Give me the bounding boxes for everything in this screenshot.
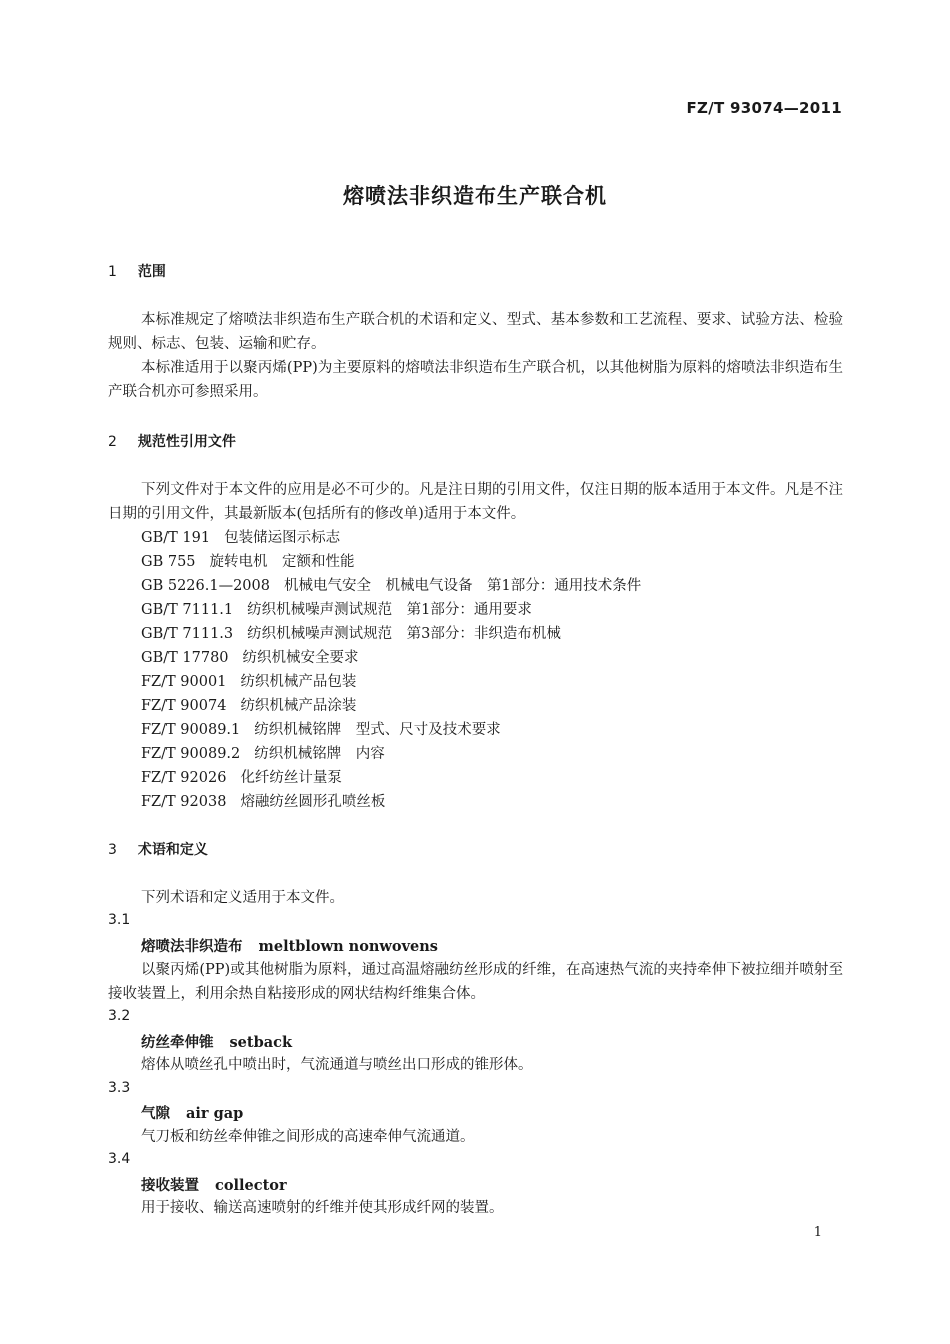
term-definition: 熔体从喷丝孔中喷出时，气流通道与喷丝出口形成的锥形体。: [141, 1057, 533, 1073]
reference-title: 纺织机械噪声测试规范 第1部分：通用要求: [247, 602, 532, 618]
section-title: 术语和定义: [137, 842, 208, 858]
term-english: meltblown nonwovens: [258, 938, 438, 955]
reference-title: 熔融纺丝圆形孔喷丝板: [240, 794, 386, 810]
term-definition: 气刀板和纺丝牵伸锥之间形成的高速牵伸气流通道。: [141, 1129, 475, 1145]
section-title: 范围: [137, 264, 166, 280]
reference-item: [141, 574, 641, 598]
reference-code: GB/T 17780: [141, 650, 229, 666]
term-heading: [141, 1031, 292, 1052]
term-number: 3.1: [108, 912, 131, 928]
reference-code: GB 755: [141, 554, 196, 570]
reference-code: GB/T 7111.1: [141, 602, 234, 618]
term-definition: 用于接收、输送高速喷射的纤维并使其形成纤网的装置。: [141, 1200, 504, 1216]
term-english: collector: [215, 1177, 287, 1194]
standard-number: FZ/T 93074—2011: [686, 99, 842, 117]
term-chinese: 熔喷法非织造布: [141, 938, 243, 955]
reference-code: GB 5226.1—2008: [141, 578, 270, 594]
scope-paragraph-1: 本标准规定了熔喷法非织造布生产联合机的术语和定义、型式、基本参数和工艺流程、要求、试验方法、检验规则、标志、包装、运输和贮存。: [108, 312, 843, 352]
reference-title: 纺织机械安全要求: [242, 650, 359, 666]
page-number: 1: [813, 1225, 822, 1240]
section-number: 2: [108, 434, 117, 450]
term-number: 3.4: [108, 1151, 131, 1167]
section-heading-scope: [108, 261, 166, 281]
terms-intro: 下列术语和定义适用于本文件。: [141, 890, 344, 906]
reference-title: 包装储运图示标志: [224, 530, 341, 546]
reference-code: GB/T 7111.3: [141, 626, 234, 642]
reference-code: FZ/T 90089.1: [141, 722, 241, 738]
section-heading-terms-and-definitions: [108, 839, 208, 859]
reference-title: 纺织机械铭牌 内容: [254, 746, 385, 762]
document-title: 熔喷法非织造布生产联合机: [343, 184, 607, 208]
section-title: 规范性引用文件: [137, 434, 236, 450]
reference-item: [141, 694, 356, 718]
reference-code: FZ/T 90074: [141, 698, 227, 714]
reference-item: [141, 766, 342, 790]
term-heading: [141, 1174, 287, 1195]
reference-code: FZ/T 90001: [141, 674, 227, 690]
reference-item: [141, 550, 355, 574]
reference-item: [141, 718, 501, 742]
reference-title: 纺织机械铭牌 型式、尺寸及技术要求: [254, 722, 501, 738]
reference-code: FZ/T 90089.2: [141, 746, 241, 762]
reference-title: 纺织机械产品包装: [240, 674, 357, 690]
term-chinese: 气隙: [141, 1105, 170, 1122]
term-number: 3.3: [108, 1080, 131, 1096]
term-definition: 以聚丙烯(PP)或其他树脂为原料，通过高温熔融纺丝形成的纤维，在高速热气流的夹持牵伸下被拉细并喷射至接收装置上，利用余热自粘接形成的网状结构纤维集合体。: [108, 962, 843, 1002]
scope-paragraph-2: 本标准适用于以聚丙烯(PP)为主要原料的熔喷法非织造布生产联合机，以其他树脂为原料的熔喷法非织造布生产联合机亦可参照采用。: [108, 360, 843, 400]
section-number: 3: [108, 842, 117, 858]
reference-title: 纺织机械产品涂装: [240, 698, 357, 714]
section-heading-normative-references: [108, 431, 236, 451]
reference-code: FZ/T 92038: [141, 794, 227, 810]
references-intro: 下列文件对于本文件的应用是必不可少的。凡是注日期的引用文件，仅注日期的版本适用于本文件。凡是不注日期的引用文件，其最新版本(包括所有的修改单)适用于本文件。: [108, 482, 843, 522]
reference-code: FZ/T 92026: [141, 770, 227, 786]
reference-item: [141, 598, 532, 622]
reference-item: [141, 790, 385, 814]
reference-item: [141, 526, 340, 550]
term-english: setback: [229, 1034, 292, 1051]
reference-title: 化纤纺丝计量泵: [240, 770, 342, 786]
term-english: air gap: [186, 1105, 244, 1122]
reference-item: [141, 670, 356, 694]
section-number: 1: [108, 264, 117, 280]
term-chinese: 接收装置: [141, 1177, 199, 1194]
term-chinese: 纺丝牵伸锥: [141, 1034, 214, 1051]
term-heading: [141, 1102, 243, 1123]
reference-title: 旋转电机 定额和性能: [209, 554, 355, 570]
reference-title: 纺织机械噪声测试规范 第3部分：非织造布机械: [247, 626, 561, 642]
reference-title: 机械电气安全 机械电气设备 第1部分：通用技术条件: [284, 578, 642, 594]
term-number: 3.2: [108, 1008, 131, 1024]
reference-code: GB/T 191: [141, 530, 211, 546]
reference-item: [141, 742, 385, 766]
term-heading: [141, 935, 438, 956]
reference-item: [141, 646, 359, 670]
reference-item: [141, 622, 561, 646]
